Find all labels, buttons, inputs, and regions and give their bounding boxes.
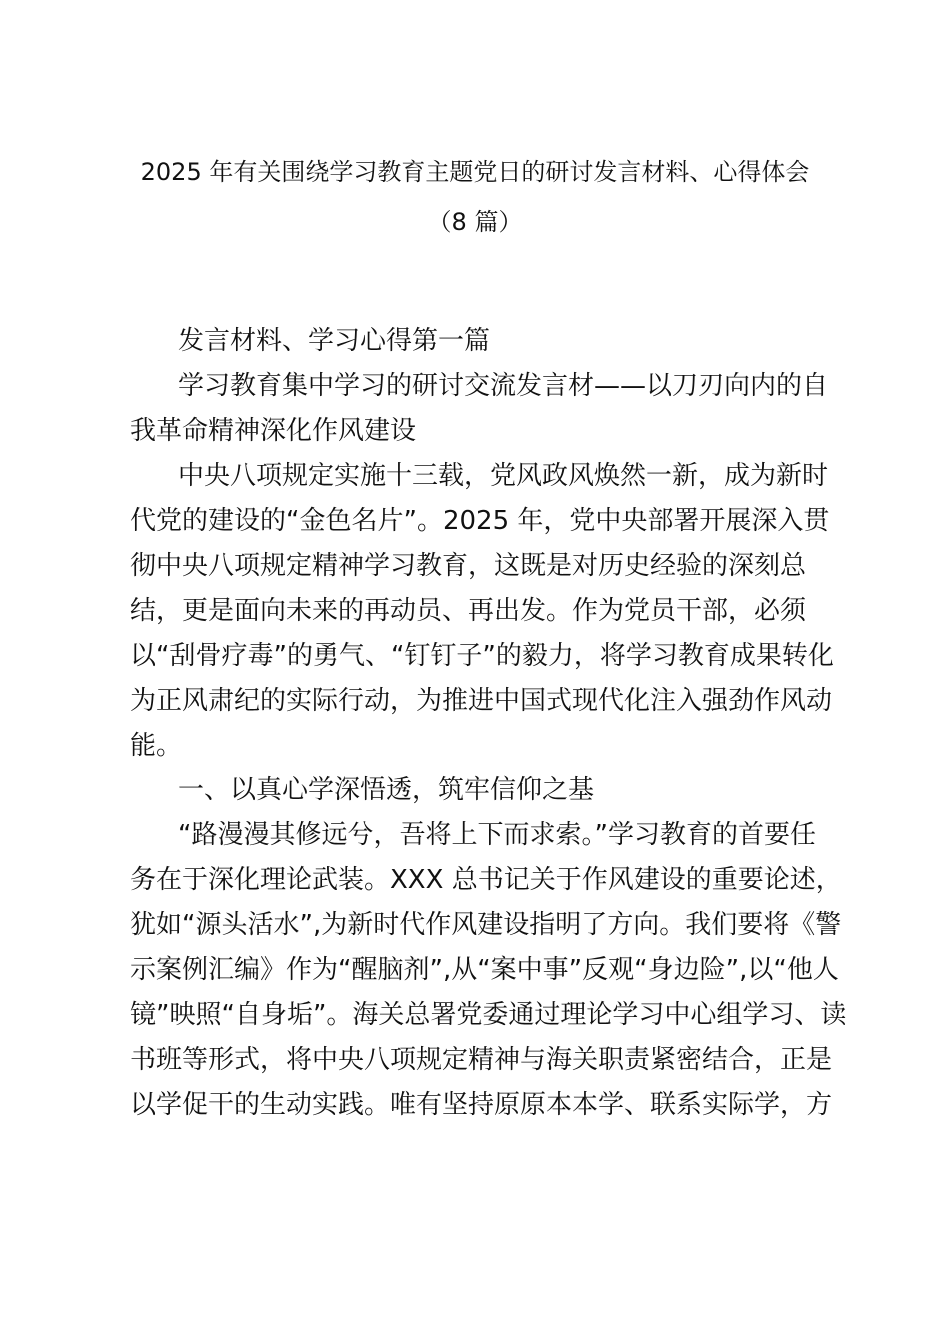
section-heading-1: 一、以真心学深悟透，筑牢信仰之基 bbox=[178, 775, 595, 805]
paragraph-line: 镜”映照“自身垢”。海关总署党委通过理论学习中心组学习、读 bbox=[130, 1000, 847, 1030]
document-title-line-2: （8 篇） bbox=[427, 208, 523, 236]
paragraph-line: 能。 bbox=[130, 731, 183, 761]
article-title-line-2: 我革命精神深化作风建设 bbox=[130, 416, 417, 446]
paragraph-line: 书班等形式，将中央八项规定精神与海关职责紧密结合，正是 bbox=[130, 1045, 833, 1075]
paragraph-line: “路漫漫其修远兮，吾将上下而求索。”学习教育的首要任 bbox=[178, 820, 816, 850]
section-label: 发言材料、学习心得第一篇 bbox=[178, 326, 491, 356]
paragraph-line: 犹如“源头活水”,为新时代作风建设指明了方向。我们要将《警 bbox=[130, 910, 842, 940]
paragraph-line: 结，更是面向未来的再动员、再出发。作为党员干部，必须 bbox=[130, 596, 807, 626]
paragraph-line: 以“刮骨疗毒”的勇气、“钉钉子”的毅力，将学习教育成果转化 bbox=[130, 641, 834, 671]
paragraph-line: 代党的建设的“金色名片”。2025 年，党中央部署开展深入贯 bbox=[130, 506, 830, 536]
paragraph-line: 示案例汇编》作为“醒脑剂”,从“案中事”反观“身边险”,以“他人 bbox=[130, 955, 839, 985]
paragraph-line: 彻中央八项规定精神学习教育，这既是对历史经验的深刻总 bbox=[130, 551, 807, 581]
paragraph-line: 以学促干的生动实践。唯有坚持原原本本学、联系实际学，方 bbox=[130, 1090, 833, 1120]
paragraph-line: 中央八项规定实施十三载，党风政风焕然一新，成为新时 bbox=[178, 461, 829, 491]
article-title-line-1: 学习教育集中学习的研讨交流发言材——以刀刃向内的自 bbox=[178, 371, 829, 401]
document-title-line-1: 2025 年有关围绕学习教育主题党日的研讨发言材料、心得体会 bbox=[140, 158, 810, 186]
paragraph-line: 为正风肃纪的实际行动，为推进中国式现代化注入强劲作风动 bbox=[130, 686, 833, 716]
paragraph-line: 务在于深化理论武装。XXX 总书记关于作风建设的重要论述， bbox=[130, 865, 842, 895]
